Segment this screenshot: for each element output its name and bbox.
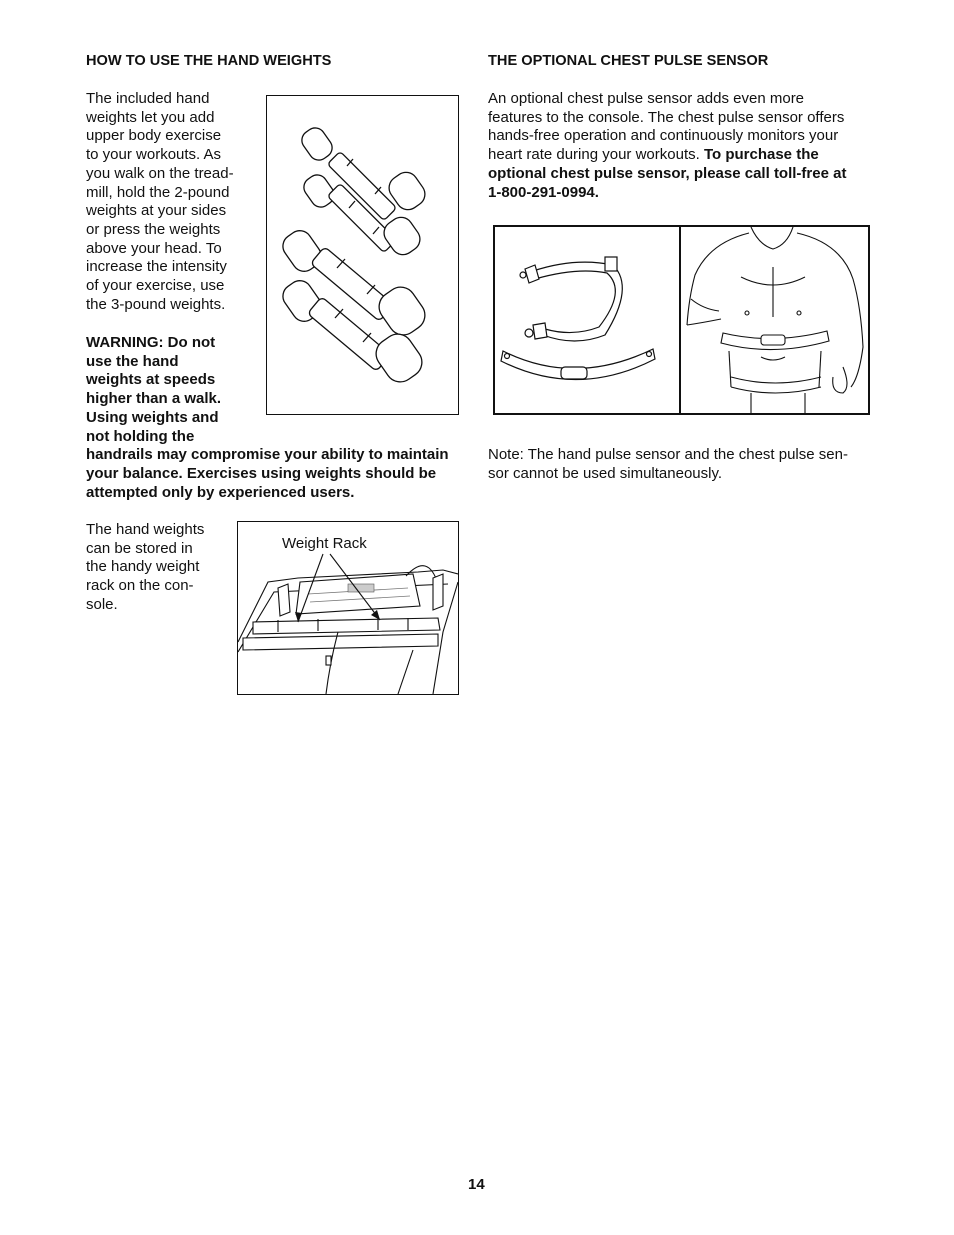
- text-line: the 3-pound weights.: [86, 295, 226, 313]
- weight-rack-illustration: [237, 521, 459, 695]
- text-line: above your head. To: [86, 239, 222, 257]
- text-line: Using weights and: [86, 408, 219, 426]
- text-line: higher than a walk.: [86, 390, 222, 408]
- text-line: [488, 146, 878, 165]
- text-line: handrails may compromise your ability to maintain: [86, 446, 449, 464]
- text-line: [488, 109, 878, 128]
- chest-strap-illustration: [493, 225, 681, 415]
- text-line: The included hand: [86, 90, 210, 107]
- text-line: not holding the: [86, 427, 195, 445]
- text-line: use the hand: [86, 352, 179, 370]
- text-line: The hand weights: [86, 521, 205, 538]
- hand-weights-intro: [86, 90, 256, 314]
- text-line: you walk on the tread-: [86, 164, 234, 182]
- text-line: weights let you add: [86, 108, 215, 126]
- hand-weights-illustration: [266, 95, 459, 415]
- text-bold: To purchase the: [703, 146, 819, 164]
- text-line: your balance. Exercises using weights should be: [86, 464, 437, 482]
- text-line: [488, 184, 878, 203]
- text-line: rack on the con-: [86, 577, 194, 595]
- text-line: upper body exercise: [86, 127, 222, 145]
- text-line: [488, 127, 878, 146]
- text-bold: optional chest pulse sensor, please call toll-free at: [488, 164, 847, 182]
- text-line: weights at your sides: [86, 202, 227, 220]
- text-line: mill, hold the 2-pound: [86, 183, 230, 201]
- text-line: [488, 90, 878, 109]
- text-line: to your workouts. As: [86, 146, 222, 164]
- text-line: attempted only by experienced users.: [86, 483, 355, 501]
- text-line: the handy weight: [86, 558, 200, 576]
- chest-strap-drawing: [495, 227, 679, 413]
- note-text: [488, 446, 878, 483]
- chest-sensor-paragraph: [488, 90, 878, 202]
- text-normal: features to the console. The chest pulse sensor offers: [488, 108, 845, 126]
- text-line: WARNING: Do not: [86, 334, 216, 351]
- dumbbells-drawing: [267, 96, 458, 414]
- chest-sensor-heading: THE OPTIONAL CHEST PULSE SENSOR: [488, 53, 769, 69]
- text-normal: An optional chest pulse sensor adds even more: [488, 90, 805, 107]
- text-line: Note: The hand pulse sensor and the chest pulse sen-: [488, 446, 848, 463]
- text-line: sole.: [86, 595, 118, 613]
- storage-text: [86, 521, 226, 615]
- text-line: sor cannot be used simultaneously.: [488, 464, 723, 482]
- text-normal: heart rate during your workouts.: [488, 146, 704, 164]
- hand-weights-heading: HOW TO USE THE HAND WEIGHTS: [86, 53, 332, 69]
- text-line: weights at speeds: [86, 371, 216, 389]
- text-normal: hands-free operation and continuously monitors your: [488, 127, 839, 145]
- text-line: can be stored in: [86, 539, 193, 557]
- weight-rack-label: Weight Rack: [282, 535, 367, 552]
- person-wearing-sensor-illustration: [679, 225, 870, 415]
- text-line: [488, 165, 878, 184]
- text-bold: 1-800-291-0994.: [488, 183, 599, 201]
- text-line: of your exercise, use: [86, 277, 225, 295]
- text-line: increase the intensity: [86, 258, 227, 276]
- page-number: 14: [468, 1176, 485, 1193]
- torso-drawing: [681, 227, 868, 413]
- text-line: or press the weights: [86, 220, 221, 238]
